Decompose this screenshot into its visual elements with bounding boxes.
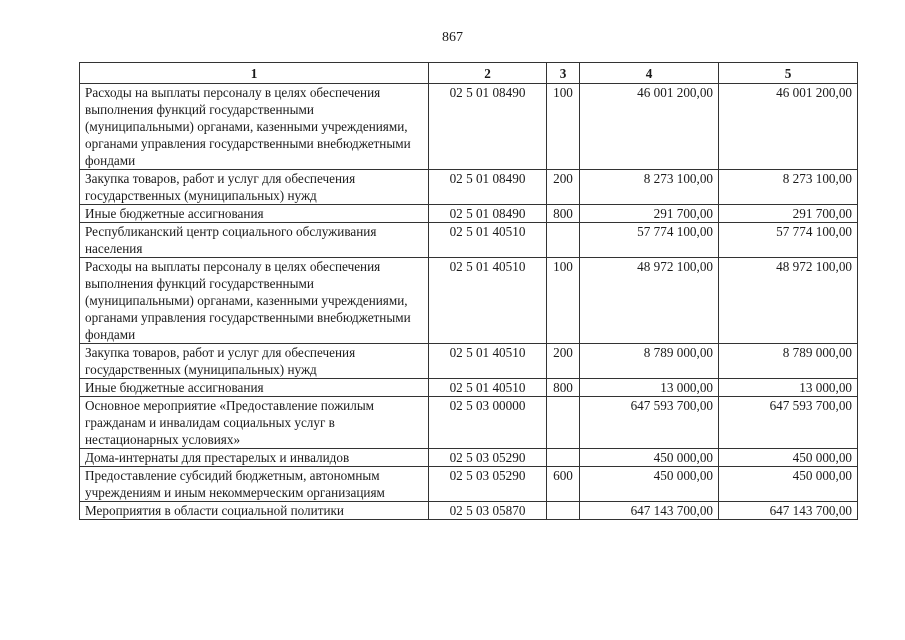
target-code-cell: 02 5 01 08490 xyxy=(429,170,547,205)
amount-cell: 8 789 000,00 xyxy=(580,344,719,379)
row-name-cell: Иные бюджетные ассигнования xyxy=(80,205,429,223)
amount-cell: 450 000,00 xyxy=(719,449,858,467)
table-row xyxy=(80,258,858,344)
expense-type-cell: 100 xyxy=(547,84,580,170)
target-code-cell: 02 5 01 40510 xyxy=(429,258,547,344)
target-code-cell: 02 5 01 08490 xyxy=(429,84,547,170)
column-header: 3 xyxy=(547,63,580,84)
amount-cell: 647 593 700,00 xyxy=(719,397,858,449)
target-code-cell: 02 5 03 00000 xyxy=(429,397,547,449)
table-row xyxy=(80,502,858,520)
table-row xyxy=(80,84,858,170)
amount-cell: 450 000,00 xyxy=(580,449,719,467)
amount-cell: 13 000,00 xyxy=(580,379,719,397)
row-name-cell: Основное мероприятие «Предоставление пожилым гражданам и инвалидам социальных услуг в нестационарных условиях» xyxy=(80,397,429,449)
column-header: 1 xyxy=(80,63,429,84)
row-name-cell: Закупка товаров, работ и услуг для обеспечения государственных (муниципальных) нужд xyxy=(80,344,429,379)
amount-cell: 450 000,00 xyxy=(719,467,858,502)
target-code-cell: 02 5 03 05870 xyxy=(429,502,547,520)
table-row xyxy=(80,223,858,258)
page-number: 867 xyxy=(442,30,463,45)
amount-cell: 647 593 700,00 xyxy=(580,397,719,449)
amount-cell: 647 143 700,00 xyxy=(719,502,858,520)
row-name-cell: Расходы на выплаты персоналу в целях обеспечения выполнения функций государственными (муниципальными) органами, казенными учреждениями, органами управления государственными внебюджетными фондами xyxy=(80,258,429,344)
table-row xyxy=(80,344,858,379)
expense-type-cell: 600 xyxy=(547,467,580,502)
budget-table xyxy=(79,62,858,520)
table-header-row xyxy=(80,63,858,84)
row-name-cell: Иные бюджетные ассигнования xyxy=(80,379,429,397)
expense-type-cell xyxy=(547,397,580,449)
target-code-cell: 02 5 01 08490 xyxy=(429,205,547,223)
expense-type-cell: 200 xyxy=(547,170,580,205)
row-name-cell: Республиканский центр социального обслуживания населения xyxy=(80,223,429,258)
target-code-cell: 02 5 03 05290 xyxy=(429,449,547,467)
table-row xyxy=(80,449,858,467)
target-code-cell: 02 5 01 40510 xyxy=(429,379,547,397)
table-row xyxy=(80,467,858,502)
amount-cell: 57 774 100,00 xyxy=(580,223,719,258)
table-row xyxy=(80,397,858,449)
amount-cell: 450 000,00 xyxy=(580,467,719,502)
amount-cell: 13 000,00 xyxy=(719,379,858,397)
row-name-cell: Закупка товаров, работ и услуг для обеспечения государственных (муниципальных) нужд xyxy=(80,170,429,205)
amount-cell: 8 273 100,00 xyxy=(719,170,858,205)
table-row xyxy=(80,205,858,223)
expense-type-cell: 800 xyxy=(547,379,580,397)
expense-type-cell: 800 xyxy=(547,205,580,223)
amount-cell: 8 273 100,00 xyxy=(580,170,719,205)
column-header: 5 xyxy=(719,63,858,84)
amount-cell: 46 001 200,00 xyxy=(580,84,719,170)
row-name-cell: Мероприятия в области социальной политики xyxy=(80,502,429,520)
row-name-cell: Дома-интернаты для престарелых и инвалидов xyxy=(80,449,429,467)
amount-cell: 647 143 700,00 xyxy=(580,502,719,520)
table-row xyxy=(80,379,858,397)
target-code-cell: 02 5 03 05290 xyxy=(429,467,547,502)
column-header: 2 xyxy=(429,63,547,84)
expense-type-cell: 200 xyxy=(547,344,580,379)
amount-cell: 57 774 100,00 xyxy=(719,223,858,258)
expense-type-cell xyxy=(547,223,580,258)
amount-cell: 48 972 100,00 xyxy=(580,258,719,344)
amount-cell: 291 700,00 xyxy=(580,205,719,223)
expense-type-cell xyxy=(547,449,580,467)
row-name-cell: Расходы на выплаты персоналу в целях обеспечения выполнения функций государственными (муниципальными) органами, казенными учреждениями, органами управления государственными внебюджетными фондами xyxy=(80,84,429,170)
amount-cell: 48 972 100,00 xyxy=(719,258,858,344)
amount-cell: 8 789 000,00 xyxy=(719,344,858,379)
row-name-cell: Предоставление субсидий бюджетным, автономным учреждениям и иным некоммерческим организациям xyxy=(80,467,429,502)
target-code-cell: 02 5 01 40510 xyxy=(429,223,547,258)
target-code-cell: 02 5 01 40510 xyxy=(429,344,547,379)
table-row xyxy=(80,170,858,205)
amount-cell: 291 700,00 xyxy=(719,205,858,223)
column-header: 4 xyxy=(580,63,719,84)
amount-cell: 46 001 200,00 xyxy=(719,84,858,170)
expense-type-cell: 100 xyxy=(547,258,580,344)
expense-type-cell xyxy=(547,502,580,520)
